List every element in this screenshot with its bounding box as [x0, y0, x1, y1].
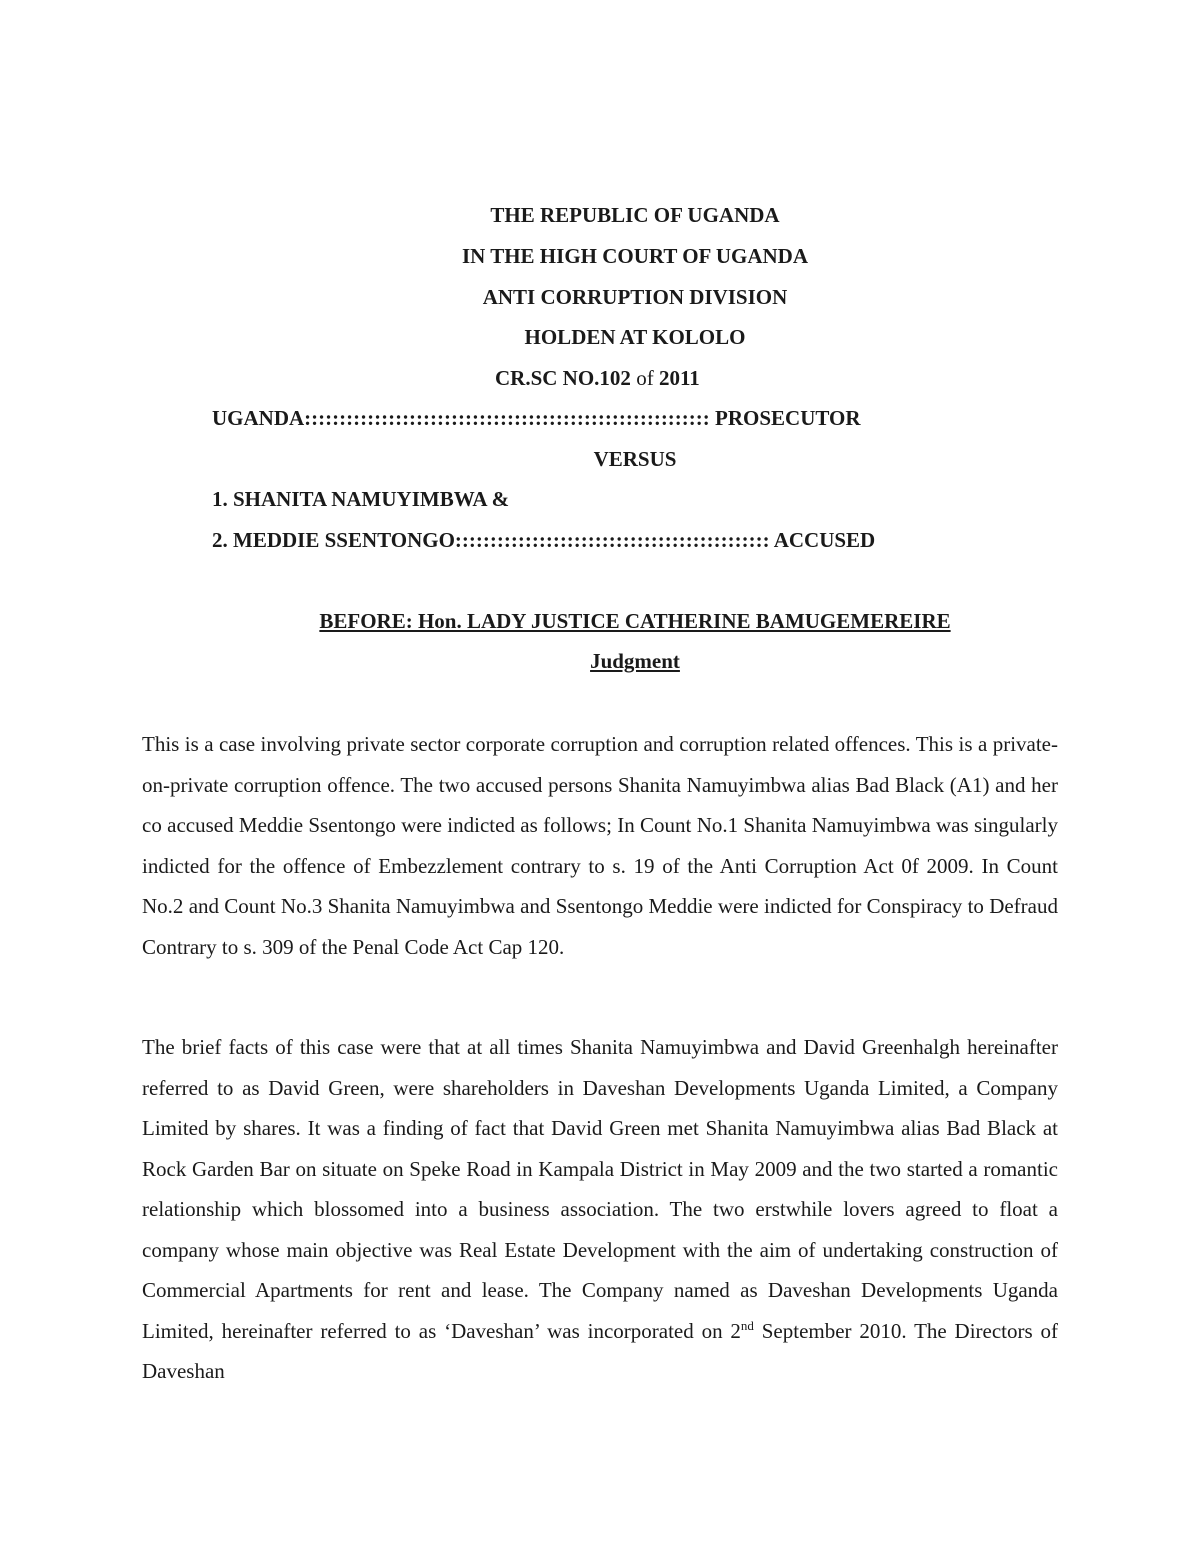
case-number-year: 2011	[658, 366, 700, 390]
paragraph-two	[142, 1027, 1058, 1392]
accused-one: 1. SHANITA NAMUYIMBWA &	[212, 487, 510, 511]
accused-two: 2. MEDDIE SSENTONGO::::::::::::::::::::::::::::::::::::::::::::: ACCUSED	[212, 528, 876, 552]
paragraph-two-tail: September 2010. The Directors of Daveshan	[142, 1318, 1059, 1383]
division-heading: ANTI CORRUPTION DIVISION	[482, 285, 788, 309]
case-number	[495, 365, 700, 391]
case-number-prefix: CR.SC NO.102	[495, 366, 631, 390]
paragraph-one: This is a case involving private sector corporate corruption and corruption related offences. This is a private-on-private corruption offence. The two accused persons Shanita Namuyimbwa alias Bad Black (A1) and her co accused Meddie Ssentongo were indicted as follows; In Count No.1 Shanita Namuyimbwa was singularly indicted for the offence of Embezzlement contrary to s. 19 of the Anti Corruption Act 0f 2009. In Count No.2 and Count No.3 Shanita Namuyimbwa and Ssentongo Meddie were indicted for Conspiracy to Defraud Contrary to s. 309 of the Penal Code Act Cap 120.	[142, 732, 1058, 959]
republic-heading: THE REPUBLIC OF UGANDA	[490, 203, 780, 227]
court-heading: IN THE HIGH COURT OF UGANDA	[462, 244, 808, 268]
before-judge-line: BEFORE: Hon. LADY JUSTICE CATHERINE BAMUGEMEREIRE	[319, 609, 951, 633]
case-number-of: of	[630, 366, 659, 390]
versus-label: VERSUS	[593, 447, 677, 471]
paragraph-two-text: The brief facts of this case were that at all times Shanita Namuyimbwa and David Greenhalgh hereinafter referred to as David Green, were shareholders in Daveshan Developments Uganda Limited, a Company Limited by shares. It was a finding of fact that David Green met Shanita Namuyimbwa alias Bad Black at Rock Garden Bar on situate on Speke Road in Kampala District in May 2009 and the two started a romantic relationship which blossomed into a business association. The two erstwhile lovers agreed to float a company whose main objective was Real Estate Development with the aim of undertaking construction of Commercial Apartments for rent and lease. The Company named as Daveshan Developments Uganda Limited, hereinafter referred to as ‘Daveshan’ was incorporated on 2	[142, 1035, 1058, 1343]
judgment-title: Judgment	[590, 649, 680, 673]
ordinal-suffix: nd	[740, 1317, 754, 1333]
prosecution-line: UGANDA:::::::::::::::::::::::::::::::::::::::::::::::::::::::::: PROSECUTOR	[212, 406, 861, 430]
holden-heading: HOLDEN AT KOLOLO	[524, 325, 746, 349]
